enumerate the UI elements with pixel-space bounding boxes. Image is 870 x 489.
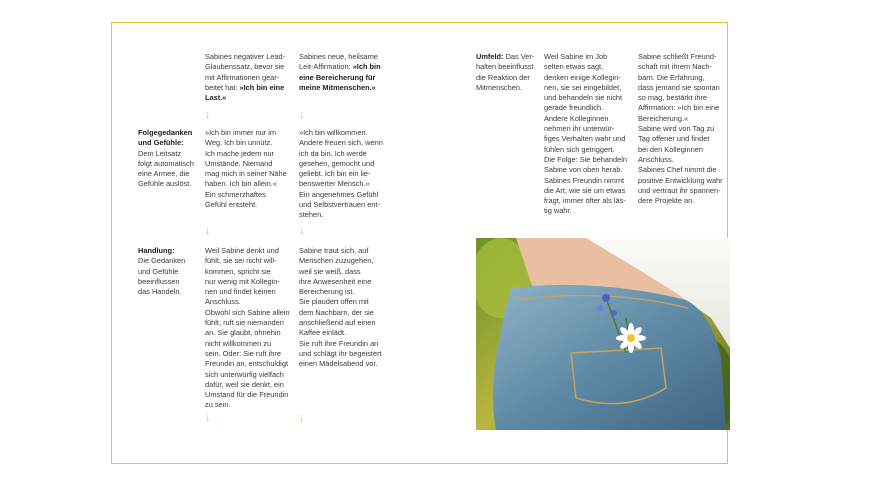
arrow-down-icon: ↓ xyxy=(299,109,305,121)
arrow-down-icon: ↓ xyxy=(299,225,305,237)
arrow-down-icon: ↓ xyxy=(299,412,305,424)
positive-environment-text: Sabine schließt Freund- schaft mit ihrem Nach- barn. Die Erfahrung, dass jemand sie spontan so mag, bestärkt ihre Affirmation: »Ich bin eine Bereicherung.« Sabine wird von Tag zu Tag offener und findet bei den Kolleginnen Anschluss. Sabines Chef nimmt die positive Entwicklung wahr und vertraut ihr spannen- dere Projekte an. xyxy=(638,52,723,206)
negative-action-text: Weil Sabine denkt und fühlt, sie sei nicht will- kommen, spricht sie nur wenig mit Kollegin- nen und findet keinen Anschluss. Obwohl sich Sabine allein fühlt, ruft sie niemanden an. Sie glaubt, ohnehin nicht willkommen zu sein. Oder: Sie ruft ihre Freundin an, entschuldigt sich unterwürfig vielfach dafür, weil sie denkt, ein Umstand für die Freundin zu sein. xyxy=(205,246,290,410)
jeans-flowers-photo xyxy=(476,238,730,430)
positive-thoughts-text: »Ich bin willkommen. Andere freuen sich, wenn ich da bin. Ich werde gesehen, gemocht und geliebt. Ich bin ein lie- benswerter Mensch.« Ein angenehmes Gefühl und Selbstvertrauen ent- stehen. xyxy=(299,128,383,220)
row-label-environment: Umfeld: Das Ver- halten beeinflusst die Reaktion der Mitmenschen. xyxy=(476,52,535,92)
positive-action-text: Sabine traut sich, auf Menschen zuzugehen, weil sie weiß, dass ihre Anwesenheit eine Bereicherung ist. Sie plaudert offen mit dem Nachbarn, der sie anschließend auf einen Kaffee einlädt. Sie ruft ihre Freundin an und schlägt ihr begeistert einen Mädelsabend vor. xyxy=(299,246,382,369)
row-label-thoughts: Folgegedanken und Gefühle: Dem Leitsatz folgt automatisch eine Armee, die Gefühle auslöst. xyxy=(138,128,194,189)
arrow-down-icon: ↓ xyxy=(205,225,211,237)
negative-thoughts-text: »Ich bin immer nur im Weg. Ich bin unnütz. Ich mache jedem nur Umstände. Niemand mag mich in seiner Nähe haben. Ich bin allein.« Ein schmerzhaftes Gefühl entsteht. xyxy=(205,128,287,210)
negative-environment-text: Weil Sabine im Job selten etwas sagt, denken einige Kollegin- nen, sie sei eingebildet, und behandeln sie nicht gerade freundlich. Andere Kolleginnen nehmen ihr unterwür- figes Verhalten wahr und fühlen sich getriggert. Die Folge: Sie behandeln Sabine von oben herab. Sabines Freundin nimmt die Art, wie sie um etwas fragt, immer öfter als läs- tig wahr. xyxy=(544,52,627,216)
positive-affirmation-text: Sabines neue, heilsame Leit-Affirmation: »Ich bin eine Bereicherung für meine Mitmenschen.« xyxy=(299,52,381,92)
arrow-down-icon: ↓ xyxy=(205,109,211,121)
row-label-action: Handlung: Die Gedanken und Gefühle beeinflussen das Handeln. xyxy=(138,246,186,297)
negative-belief-text: Sabines negativer Lead- Glaubenssatz, bevor sie mit Affirmationen gear- beitet hat: »Ich bin eine Last.« xyxy=(205,52,286,103)
arrow-down-icon: ↓ xyxy=(205,412,211,424)
